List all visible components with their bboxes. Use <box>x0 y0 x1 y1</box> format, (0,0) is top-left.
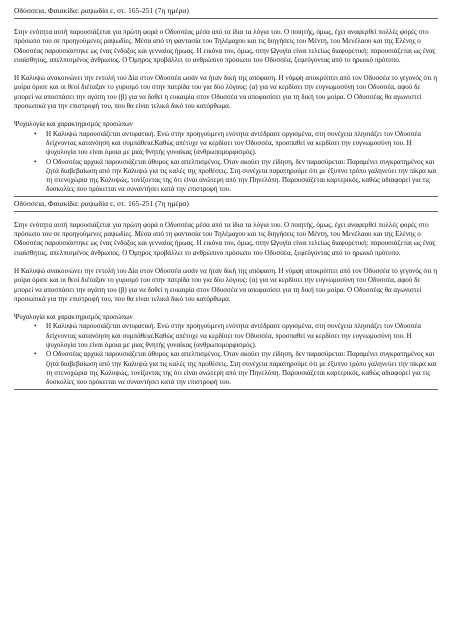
list-item-text: Η Καλυψώ παρουσιάζεται αντιφατική. Ενώ στην προηγούμενη ενότητα αντέδρασε οργισμένα, στη συνέχεια πλησιάζει τον Οδυσσέα δείχνοντας κατανόηση και συμπάθεια.Καθώς απέτυχε να κερδίσει τον Οδυσσέα, προσπαθεί να κερδίσει την ευγνωμοσύνη του. Η ψυχολογία του είναι όμοια με μιας θνητής γυναίκας (ανθρωπομορφισμός). <box>46 129 422 157</box>
document-header: Οδύσσεια, Φαιακίδα: ραψωδία ε, στ. 165-251 (7η ημέρα) <box>14 197 438 212</box>
content-block <box>14 4 438 197</box>
characterization-list <box>14 130 438 195</box>
characterization-title: Ψυχολογία και χαρακτηρισμός προσώπων <box>14 313 133 322</box>
calypso-paragraph: Η Καλυψώ ανακοινώνει την εντολή του Δία στον Οδυσσέα ωσάν να ήταν δική της απόφαση. Η νύμφη αποκρύπτει από τον Οδυσσέα το γεγονός ότι η μοίρα όρισε και οι θεοί διέταξαν το γυρισμό του στην πατρίδα του για δύο λόγους: (α) για να κερδίσει την ευγνωμοσύνη του Οδυσσέα, αφού δε μπορεί να αποσπάσει την αγάπη του (β) για να δοθεί η ευκαιρία στον Οδυσσέα να αποφασίσει για τη δική του μοίρα. Ο Οδυσσέας θα αγωνιστεί προσωπικά για την επιστροφή του, που θα είναι τελικά δικό του κατόρθωμα. <box>14 74 438 111</box>
list-item-calypso <box>34 129 438 158</box>
list-item-odysseus <box>34 157 438 195</box>
bullet-icon: • <box>34 322 37 331</box>
document-page <box>14 4 438 390</box>
content-block-repeat <box>14 197 438 390</box>
list-item-text: Η Καλυψώ παρουσιάζεται αντιφατική. Ενώ στην προηγούμενη ενότητα αντέδρασε οργισμένα, στη συνέχεια πλησιάζει τον Οδυσσέα δείχνοντας κατανόηση και συμπάθεια.Καθώς απέτυχε να κερδίσει τον Οδυσσέα, προσπαθεί να κερδίσει την ευγνωμοσύνη του. Η ψυχολογία του είναι όμοια με μιας θνητής γυναίκας (ανθρωπομορφισμός). <box>46 322 422 350</box>
intro-paragraph: Στην ενότητα αυτή παρουσιάζεται για πρώτη φορά ο Οδυσσέας μέσα από τα ίδια τα λόγια του. Ο ποιητής, όμως, έχει αναφερθεί πολλές φορές στο πρόσωπο του σε προηγούμενες ραψωδίες. Μέσα από τη φαντασία του Τηλέμαχου και τις διηγήσεις του Μέντη, του Μενέλαου και της Ελένης ο Οδυσσέας παρουσιάστηκε ως ένας ένδοξος και γενναίος ήρωας. Η εικόνα του, όμως, στην Ωγυγία είναι τελείως διαφορετική: παρουσιάζεται ως ένας ευαίσθητος, απελπισμένος άνθρωπος. Ο Όμηρος προβάλλει το ανθρώπινο πρόσωπο του Οδυσσέα, ξεφεύγοντας από το ηρωικό πρότυπο. <box>14 28 436 64</box>
calypso-paragraph: Η Καλυψώ ανακοινώνει την εντολή του Δία στον Οδυσσέα ωσάν να ήταν δική της απόφαση. Η νύμφη αποκρύπτει από τον Οδυσσέα το γεγονός ότι η μοίρα όρισε και οι θεοί διέταξαν το γυρισμό του στην πατρίδα του για δύο λόγους: (α) για να κερδίσει την ευγνωμοσύνη του Οδυσσέα, αφού δε μπορεί να αποσπάσει την αγάπη του (β) για να δοθεί η ευκαιρία στον Οδυσσέα να αποφασίσει για τη δική του μοίρα. Ο Οδυσσέας θα αγωνιστεί προσωπικά για την επιστροφή του, που θα είναι τελικά δικό του κατόρθωμα. <box>14 266 438 303</box>
intro-paragraph: Στην ενότητα αυτή παρουσιάζεται για πρώτη φορά ο Οδυσσέας μέσα από τα ίδια τα λόγια του. Ο ποιητής, όμως, έχει αναφερθεί πολλές φορές στο πρόσωπο του σε προηγούμενες ραψωδίες. Μέσα από τη φαντασία του Τηλέμαχου και τις διηγήσεις του Μέντη, του Μενέλαου και της Ελένης ο Οδυσσέας παρουσιάστηκε ως ένας ένδοξος και γενναίος ήρωας. Η εικόνα του, όμως, στην Ωγυγία είναι τελείως διαφορετική: παρουσιάζεται ως ένας ευαίσθητος, απελπισμένος άνθρωπος. Ο Όμηρος προβάλλει το ανθρώπινο πρόσωπο του Οδυσσέα, ξεφεύγοντας από το ηρωικό πρότυπο. <box>14 220 436 257</box>
characterization-list <box>14 322 438 387</box>
characterization-title: Ψυχολογία και χαρακτηρισμός προσώπων <box>14 120 133 129</box>
section-divider <box>14 389 438 390</box>
bullet-icon: • <box>34 350 37 359</box>
list-item-text: Ο Οδυσσέας αρχικά παρουσιάζεται άθυμος και απελπισμένος. Όταν ακούει την είδηση, δεν παρασύρεται: Παραμένει συγκρατημένος και ζητά διαβεβαίωση από την Καλυψώ για τις καλές της προθέσεις. Στη συνέχεια παρατηρούμε ότι με έξυπνο τρόπο γαληνεύει την πίκρα και τη στενοχώρια της Καλυψώς, τονίζοντας της ότι είναι ανώτερη από την Πηνελόπη. Παρουσιάζεται καρτερικός, καθώς αδιαφορεί για τις δυσκολίες που πρόκειται να συναντήσει κατά την επιστροφή του. <box>46 350 437 387</box>
list-item-calypso <box>34 322 438 350</box>
list-item-odysseus <box>34 350 438 387</box>
bullet-icon: • <box>34 129 37 138</box>
document-header: Οδύσσεια, Φαιακίδα: ραψωδία ε, στ. 165-251 (7η ημέρα) <box>14 4 438 19</box>
bullet-icon: • <box>34 157 37 166</box>
list-item-text: Ο Οδυσσέας αρχικά παρουσιάζεται άθυμος και απελπισμένος. Όταν ακούει την είδηση, δεν παρασύρεται: Παραμένει συγκρατημένος και ζητά διαβεβαίωση από την Καλυψώ για τις καλές της προθέσεις. Στη συνέχεια παρατηρούμε ότι με έξυπνο τρόπο γαληνεύει την πίκρα και τη στενοχώρια της Καλυψώς, τονίζοντας της ότι είναι ανώτερη από την Πηνελόπη. Παρουσιάζεται καρτερικός, καθώς αδιαφορεί για τις δυσκολίες που πρόκειται να συναντήσει κατά την επιστροφή του. <box>46 157 437 194</box>
